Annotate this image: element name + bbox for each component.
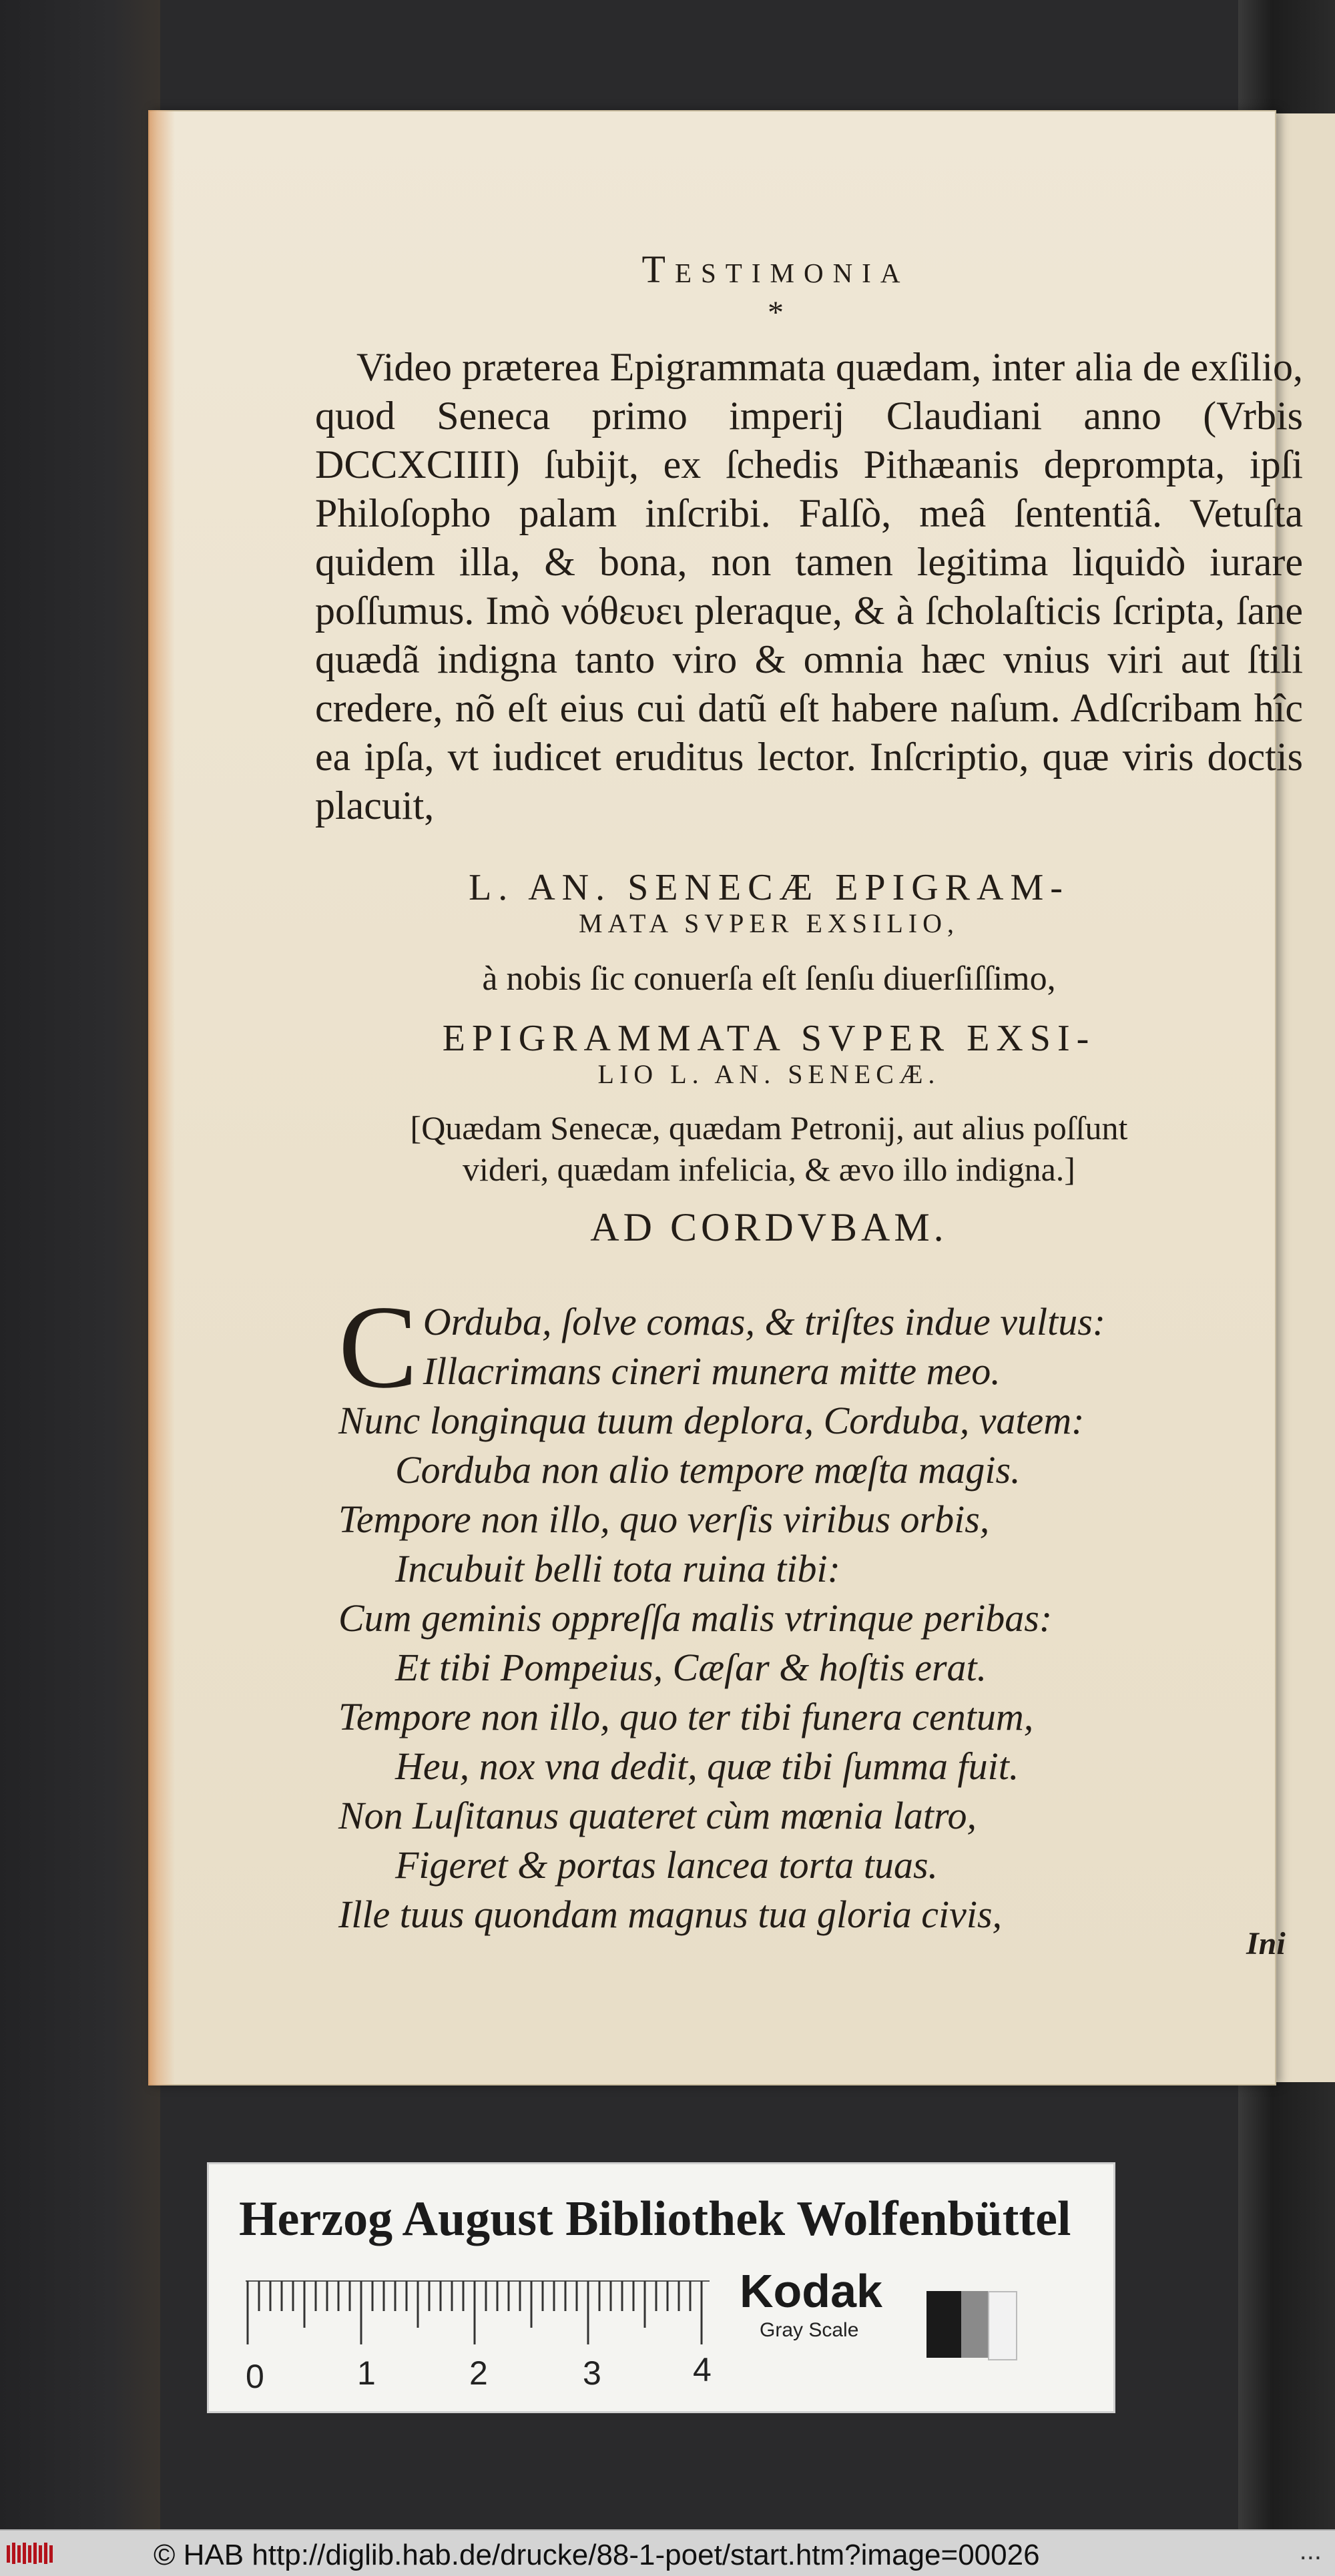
poem-title: AD CORDVBAM. <box>590 1205 948 1249</box>
editorial-note-line2: videri, quædam infelicia, & ævo illo indigna.] <box>463 1151 1075 1188</box>
poem-line: Non Luſitanus quateret cùm mœnia latro, <box>338 1794 977 1837</box>
book-cover-left <box>0 0 160 2529</box>
swatch-gray <box>961 2291 988 2358</box>
poem-line: Figeret & portas lancea torta tuas. <box>395 1843 939 1887</box>
body-paragraph: Video præterea Epigrammata quædam, inter alia de exſilio, quod Seneca primo imperij Claudiani anno (Vrbis DCCXCIIII) ſubijt, ex ſchedis Pithæanis deprompta, ipſi Philoſopho palam inſcribi. Falſò, meâ ſententiâ. Vetuſta quidem illa, & bona, non tamen legitima liquidò iurare poſſumus. Imò νόθευει pleraque, & à ſcholaſticis ſcripta, ſane quædã indigna tanto viro & omnia hæc vnius viri aut ſtili credere, nõ eſt eius cui datũ eſt habere naſum. Adſcribam hîc ea ipſa, vt iudicet eruditus lector. Inſcriptio, quæ viris doctis placuit, <box>315 345 1303 828</box>
editorial-note-line1: [Quædam Senecæ, quædam Petronij, aut alius poſſunt <box>410 1109 1128 1147</box>
logo-bar <box>49 2545 53 2563</box>
heading-epigrams-title: L. AN. SENECÆ EPIGRAM- <box>469 867 1069 908</box>
poem-line: Heu, nox vna dedit, quæ tibi ſumma fuit. <box>395 1744 1019 1788</box>
color-calibration-card <box>207 2162 1115 2413</box>
logo-bar <box>7 2545 10 2563</box>
running-head: Testimonia <box>641 248 910 291</box>
page-text-area <box>315 247 1303 1939</box>
book-page <box>148 110 1303 2085</box>
logo-bar <box>28 2545 31 2563</box>
swatch-black <box>926 2291 961 2358</box>
kodak-logo-text: Kodak <box>740 2265 882 2317</box>
poem <box>338 1281 1303 1939</box>
ruler-number: 0 <box>246 2358 264 2394</box>
poem-line: Orduba, ſolve comas, & triſtes indue vultus: <box>423 1300 1106 1343</box>
hab-logo-icon <box>5 2540 59 2567</box>
poem-line: Cum geminis oppreſſa malis vtrinque peribas: <box>338 1596 1053 1640</box>
poem-line: Tempore non illo, quo ter tibi funera centum, <box>338 1695 1034 1738</box>
catchword: Ini <box>1246 1926 1286 1961</box>
asterism: * <box>768 295 784 330</box>
ruler-number: 1 <box>357 2354 376 2392</box>
poem-line: Tempore non illo, quo verſis viribus orbis, <box>338 1498 990 1541</box>
poem-line: Nunc longinqua tuum deplora, Corduba, vatem: <box>338 1399 1085 1442</box>
gray-scale-label: Gray Scale <box>760 2319 859 2341</box>
logo-bar <box>39 2545 42 2563</box>
ruler-scale <box>242 2274 816 2394</box>
drop-cap: C <box>338 1281 418 1413</box>
poem-line: Et tibi Pompeius, Cæſar & hoſtis erat. <box>395 1646 987 1689</box>
heading-conversion-note: à nobis ſic conuerſa eſt ſenſu diuerſiſſimo, <box>482 960 1056 998</box>
copyright-url-text[interactable]: © HAB http://diglib.hab.de/drucke/88-1-poet/start.htm?image=00026 <box>154 2539 1040 2571</box>
poem-line: Ille tuus quondam magnus tua gloria civis, <box>338 1893 1003 1936</box>
heading-epigrams-subtitle: MATA SVPER EXSILIO, <box>579 908 959 938</box>
poem-line: Corduba non alio tempore mœſta magis. <box>395 1448 1021 1492</box>
heading2-subtitle: LIO L. AN. SENECÆ. <box>597 1059 941 1089</box>
library-name: Herzog August Bibliothek Wolfenbüttel <box>239 2192 1071 2246</box>
ruler-number: 4 <box>693 2351 712 2388</box>
poem-line: Incubuit belli tota ruina tibi: <box>395 1547 840 1590</box>
logo-bar <box>12 2543 15 2564</box>
ruler-number: 2 <box>469 2354 488 2392</box>
logo-bar <box>23 2543 26 2564</box>
poem-line: Illacrimans cineri munera mitte meo. <box>423 1349 1001 1393</box>
logo-bar <box>17 2545 21 2563</box>
heading2-title: EPIGRAMMATA SVPER EXSI- <box>442 1018 1096 1059</box>
logo-bar <box>33 2543 37 2564</box>
ruler-number: 3 <box>583 2354 601 2392</box>
swatch-white <box>988 2291 1017 2360</box>
status-bar <box>0 2529 1335 2576</box>
more-ellipsis[interactable]: ... <box>1299 2536 1322 2565</box>
logo-bar <box>44 2543 47 2564</box>
